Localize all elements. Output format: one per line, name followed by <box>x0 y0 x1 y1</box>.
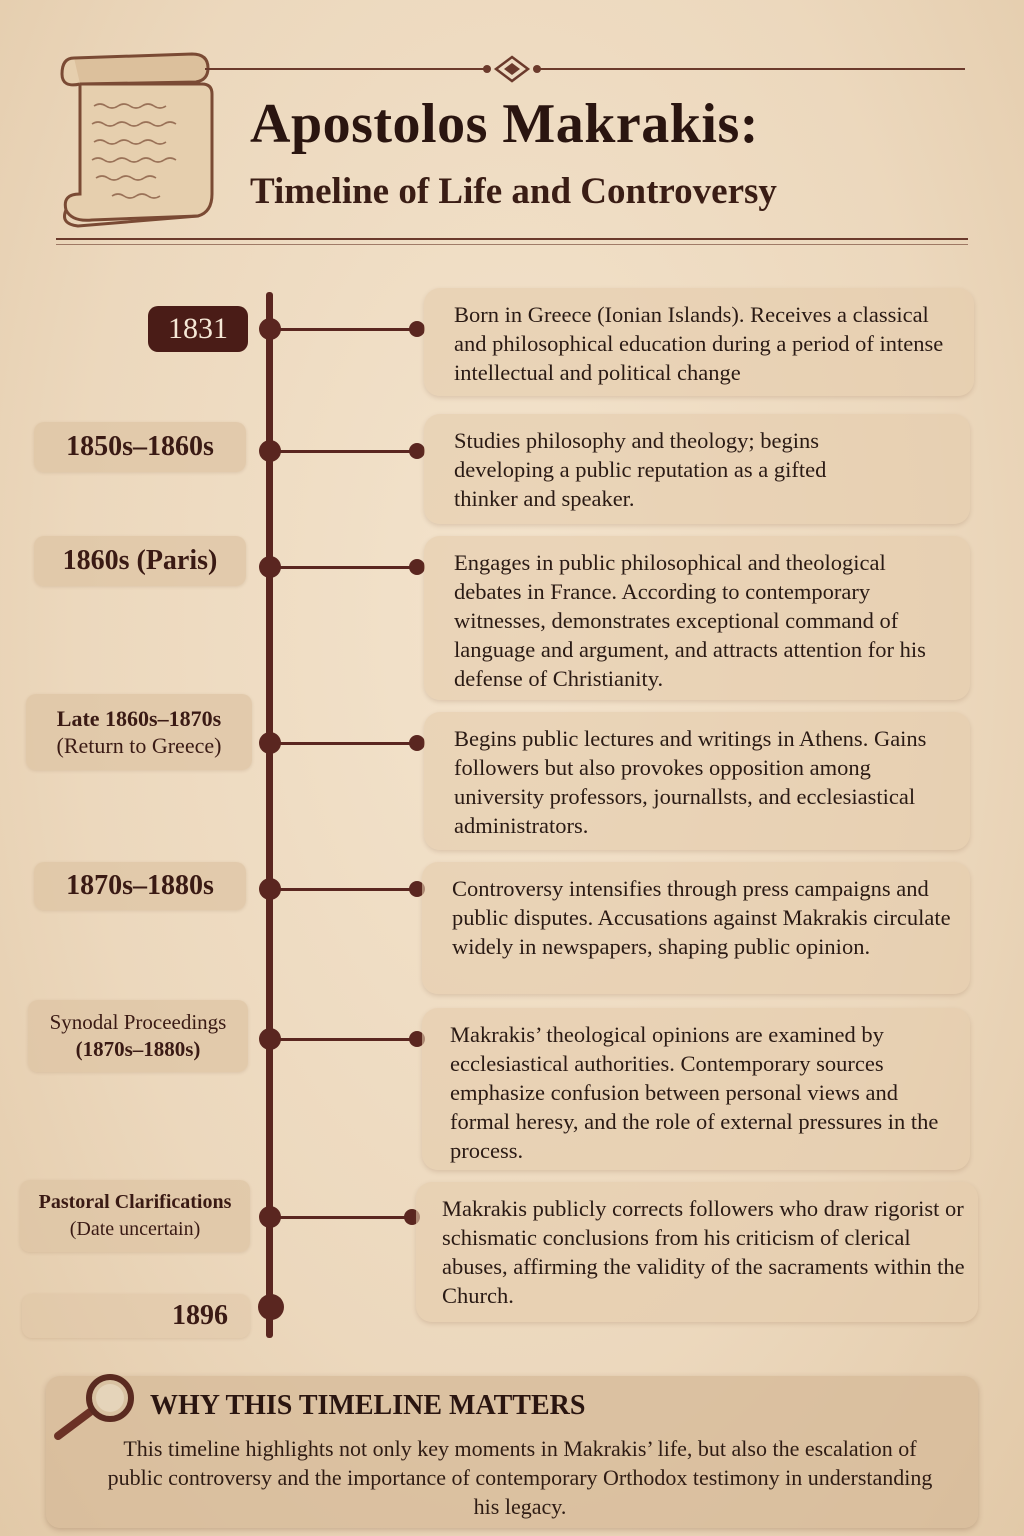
year-badge-1831 <box>148 306 248 352</box>
year-pill-synodal <box>28 1000 248 1072</box>
year-label: 1870s–1880s <box>66 870 214 901</box>
year-sublabel: (Date uncertain) <box>69 1218 201 1240</box>
year-pill-late-1860s <box>26 694 252 770</box>
timeline-card <box>416 1182 978 1322</box>
timeline-card-text: Begins public lectures and writings in Athens. Gains followers but also provokes opposition among university professors, journallsts, and ecclesiastical administrators. <box>454 726 927 838</box>
diamond-ornament <box>482 54 542 84</box>
year-label: Pastoral Clarifications <box>38 1191 232 1213</box>
year-label: 1896 <box>172 1300 228 1331</box>
header-top-rule-right <box>540 68 965 70</box>
why-panel-body: This timeline highlights not only key moments in Makrakis’ life, but also the escalation of public controversy and the importance of contemporary Orthodox testimony in understanding his legacy. <box>107 1436 933 1519</box>
year-pill-1896 <box>22 1294 250 1338</box>
timeline-card <box>422 862 970 994</box>
why-panel-title: WHY THIS TIMELINE MATTERS <box>150 1390 586 1421</box>
timeline-endpoint <box>409 735 425 751</box>
year-label: Synodal Proceedings <box>49 1010 227 1034</box>
timeline-card <box>424 288 974 396</box>
timeline-card <box>424 536 970 700</box>
timeline-card-text: Makrakis publicly corrects followers who draw rigorist or schismatic conclusions from his criticism of clerical abuses, affirming the validity of the sacraments within the Church. <box>442 1196 965 1308</box>
year-sublabel: (1870s–1880s) <box>75 1037 201 1061</box>
timeline-card-text: Engages in public philosophical and theological debates in France. According to contemporary witnesses, demonstrates exceptional command of language and argument, and attracts attention for his defense of Christianity. <box>454 550 926 691</box>
timeline-connector <box>276 1038 418 1041</box>
page-title: Apostolos Makrakis: <box>250 93 759 155</box>
header-bottom-rule <box>56 238 968 240</box>
timeline-connector <box>276 328 418 331</box>
year-pill-pastoral <box>20 1180 250 1252</box>
timeline-card <box>422 1008 970 1170</box>
timeline-connector <box>276 742 418 745</box>
year-pill-1850s <box>34 422 246 472</box>
scroll-icon <box>52 44 222 230</box>
timeline-connector <box>276 1216 412 1219</box>
year-pill-1860s-paris <box>34 536 246 586</box>
timeline-card-text: Makrakis’ theological opinions are examined by ecclesiastical authorities. Contemporary sources emphasize confusion between personal views and formal heresy, and the role of external pressures in the process. <box>450 1022 939 1163</box>
timeline-endpoint <box>409 321 425 337</box>
timeline-card <box>424 414 970 524</box>
timeline-node-end <box>258 1294 284 1320</box>
timeline-endpoint <box>409 559 425 575</box>
timeline-connector <box>276 566 418 569</box>
page-subtitle: Timeline of Life and Controversy <box>250 171 777 212</box>
year-sublabel: (Return to Greece) <box>56 733 222 758</box>
header-top-rule-left <box>205 68 485 70</box>
timeline-card-text: Born in Greece (Ionian Islands). Receives a classical and philosophical education during a period of intense intellectual and political change <box>454 302 944 385</box>
year-label: 1860s (Paris) <box>62 545 218 576</box>
timeline-connector <box>276 450 418 453</box>
year-pill-1870s <box>34 862 246 910</box>
timeline-connector <box>276 888 418 891</box>
timeline-card-text: Studies philosophy and theology; begins developing a public reputation as a gifted thinker and speaker. <box>454 428 827 511</box>
year-label: Late 1860s–1870s <box>56 706 222 731</box>
timeline-card <box>424 712 970 850</box>
year-label: 1850s–1860s <box>66 431 214 462</box>
header-bottom-rule-2 <box>56 244 968 245</box>
timeline-endpoint <box>409 443 425 459</box>
timeline-card-text: Controversy intensifies through press campaigns and public disputes. Accusations against Makrakis circulate widely in newspapers, shaping public opinion. <box>452 876 951 959</box>
year-label: 1831 <box>168 312 228 345</box>
